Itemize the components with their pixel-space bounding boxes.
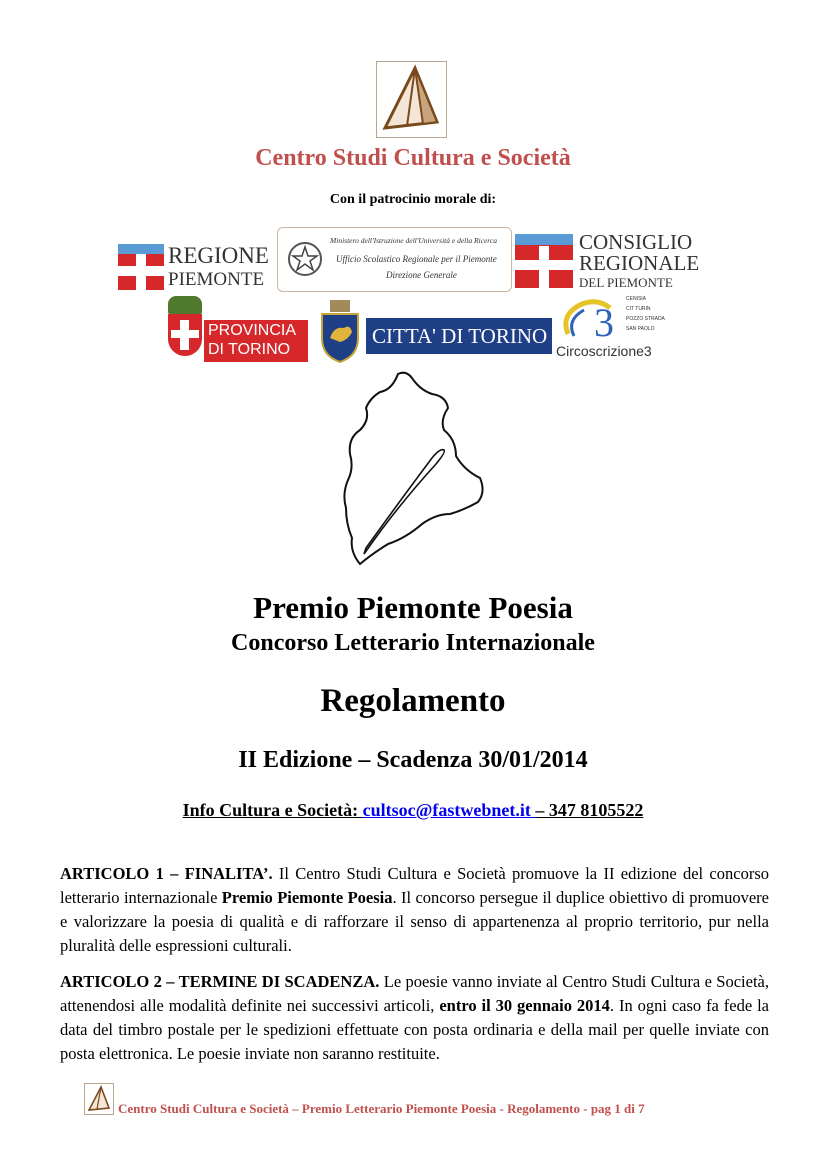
miur-line2: Ufficio Scolastico Regionale per il Piemonte — [336, 254, 497, 264]
info-label: Info Cultura e Società: — [182, 800, 363, 820]
miur-line1: Ministero dell'Istruzione dell'Università e della Ricerca — [330, 236, 497, 245]
patronage-label: Con il patrocinio morale di: — [329, 192, 497, 207]
footer-text: Centro Studi Cultura e Società – Premio Letterario Piemonte Poesia - Regolamento - pag 1 di 7 — [118, 1101, 645, 1116]
main-title: Premio Piemonte Poesia — [253, 590, 573, 625]
consiglio-line1: CONSIGLIO — [579, 230, 693, 254]
pyramid-logo — [376, 61, 447, 138]
circo-label: Circoscrizione3 — [556, 343, 652, 359]
provincia-line2: DI TORINO — [208, 341, 291, 358]
article-1-bold: Premio Piemonte Poesia — [221, 888, 393, 907]
svg-text:3: 3 — [594, 300, 614, 345]
citta-torino-logo — [318, 298, 554, 364]
provincia-line1: PROVINCIA — [208, 322, 297, 339]
pyramid-icon — [377, 62, 446, 137]
article-2-title: ARTICOLO 2 – TERMINE DI SCADENZA. — [60, 972, 380, 991]
consiglio-line2: REGIONALE — [579, 251, 700, 275]
piemonte-flag-icon — [515, 234, 573, 288]
edition-heading: II Edizione – Scadenza 30/01/2014 — [238, 747, 588, 773]
citta-text: CITTA' DI TORINO — [372, 324, 548, 348]
piemonte-flag-icon — [118, 244, 164, 290]
circle-3-icon — [558, 294, 622, 346]
regione-line1: REGIONE — [168, 243, 269, 268]
circo-area-2: CIT TURIN — [626, 306, 651, 312]
article-1 — [60, 862, 769, 958]
org-title: Centro Studi Cultura e Società — [255, 145, 571, 171]
article-1-title: ARTICOLO 1 – FINALITA’. — [60, 864, 273, 883]
miur-logo — [277, 227, 512, 292]
bull-shield-icon — [318, 298, 362, 364]
circo-area-4: SAN PAOLO — [626, 326, 655, 332]
article-2-bold: entro il 30 gennaio 2014 — [439, 996, 610, 1015]
info-phone: – 347 8105522 — [535, 800, 644, 820]
consiglio-line3: DEL PIEMONTE — [579, 275, 673, 290]
circo-area-1: CENISIA — [626, 296, 647, 302]
regolamento-heading: Regolamento — [320, 683, 506, 719]
emblem-icon — [286, 239, 324, 279]
article-2-text-2: . In ogni caso fa fede la data del timbro postale per le spedizioni effettuate con posta ordinaria e della mail per quelle inviate con posta elettronica. Le poesie inviate non saranno restituite. — [60, 996, 769, 1063]
circo-area-3: POZZO STRADA — [626, 316, 665, 322]
provincia-torino-logo — [162, 296, 312, 362]
consiglio-regionale-logo — [515, 230, 711, 292]
miur-line3: Direzione Generale — [386, 270, 457, 280]
regione-line2: PIEMONTE — [168, 269, 265, 290]
article-1-text-1: Il Centro Studi Cultura e Società promuove la II edizione del concorso letterario internazionale — [60, 864, 769, 907]
article-2-text-1: Le poesie vanno inviate al Centro Studi Cultura e Società, attenendosi alle modalità definite nei successivi articoli, — [60, 972, 769, 1015]
circoscrizione-logo — [556, 294, 668, 362]
subtitle: Concorso Letterario Internazionale — [231, 630, 595, 656]
article-2 — [60, 970, 769, 1066]
piemonte-map-outline — [336, 368, 496, 568]
email-link[interactable]: cultsoc@fastwebnet.it — [362, 800, 536, 820]
regione-piemonte-logo — [118, 240, 276, 294]
pyramid-icon — [85, 1084, 113, 1114]
info-line — [0, 800, 826, 821]
footer-pyramid-logo — [84, 1083, 114, 1115]
article-1-text-2: . Il concorso persegue il duplice obiettivo di promuovere e valorizzare la poesia di qualità e di rafforzare il senso di appartenenza al proprio territorio, pur nella pluralità delle espressioni culturali. — [60, 888, 770, 955]
shield-icon — [168, 314, 202, 356]
